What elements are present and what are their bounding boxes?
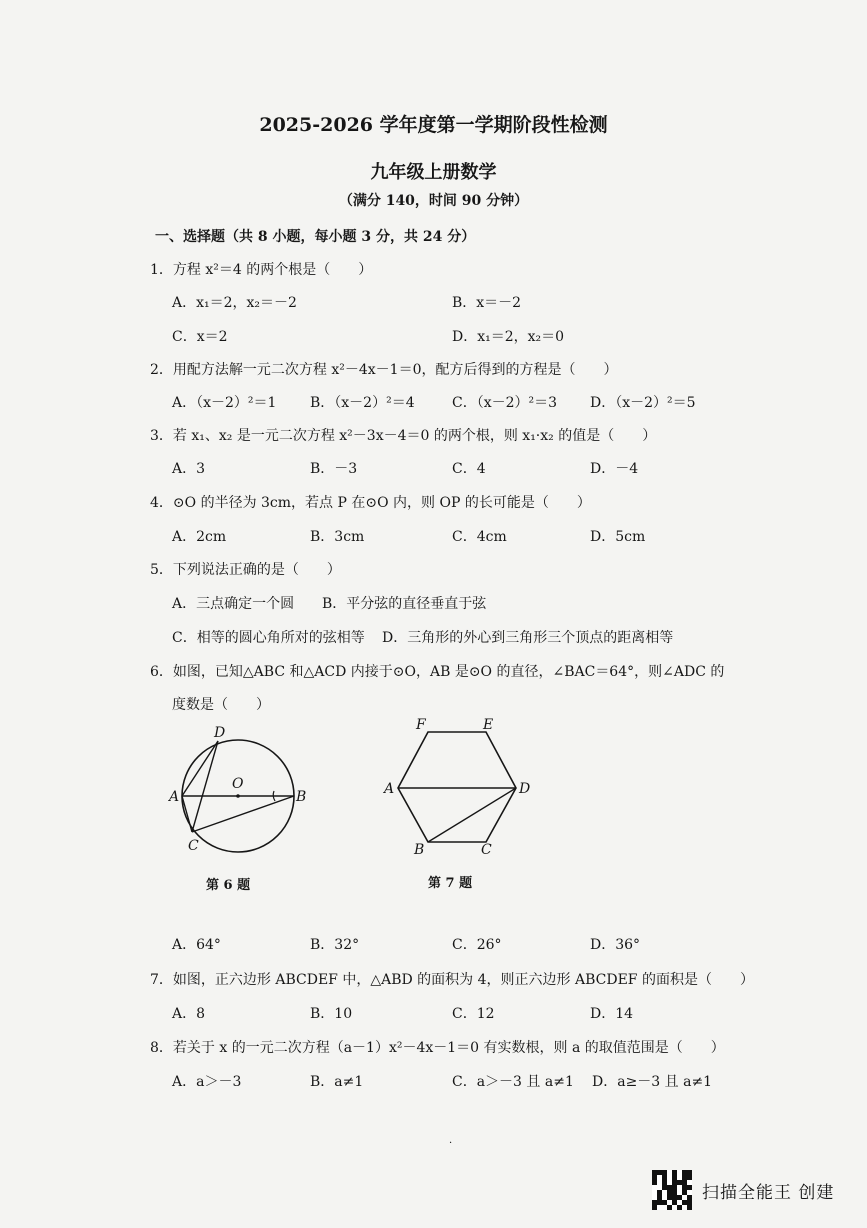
fig6-center-point xyxy=(236,794,240,798)
question-3: 3．若 x₁、x₂ 是一元二次方程 x²－3x－4＝0 的两个根，则 x₁·x₂ 的值是（ ） xyxy=(150,428,657,444)
figure-7-hexagon xyxy=(382,712,534,860)
q6-option-b: B．32° xyxy=(310,937,360,953)
fig6-chord-cb xyxy=(192,796,294,832)
figure-6-circle xyxy=(168,720,308,860)
section-heading: 一、选择题（共 8 小题，每小题 3 分，共 24 分） xyxy=(155,229,476,245)
scanner-watermark xyxy=(652,1170,834,1210)
q5-option-b: B．平分弦的直径垂直于弦 xyxy=(322,596,487,612)
q2-option-b: B．（x－2）²＝4 xyxy=(310,395,415,411)
q3-option-b: B．－3 xyxy=(310,461,358,477)
q3-option-d: D．－4 xyxy=(590,461,639,477)
q1-option-d: D．x₁＝2，x₂＝0 xyxy=(452,329,565,345)
fig6-chord-ad xyxy=(182,741,218,796)
fig7-label-d: D xyxy=(519,781,531,797)
q1-option-a: A．x₁＝2，x₂＝－2 xyxy=(172,295,297,311)
fig6-label-b: B xyxy=(296,789,307,805)
q3-option-c: C．4 xyxy=(452,461,486,477)
q6-option-d: D．36° xyxy=(590,937,641,953)
fig7-label-f: F xyxy=(416,717,426,733)
score-time-note: （满分 140，时间 90 分钟） xyxy=(338,193,529,209)
figure-7-caption: 第 7 题 xyxy=(428,876,473,891)
page-subtitle: 九年级上册数学 xyxy=(370,162,497,183)
qr-code-icon xyxy=(652,1170,692,1210)
q5-option-a: A．三点确定一个圆 xyxy=(172,596,295,612)
q5-option-d: D．三角形的外心到三角形三个顶点的距离相等 xyxy=(382,630,674,646)
fig6-label-o: O xyxy=(232,776,244,792)
q2-option-c: C．（x－2）²＝3 xyxy=(452,395,558,411)
q4-option-a: A．2cm xyxy=(172,529,227,545)
page-title: 2025-2026 学年度第一学期阶段性检测 xyxy=(259,114,608,136)
q4-option-b: B．3cm xyxy=(310,529,365,545)
fig7-label-b: B xyxy=(414,842,425,858)
q2-option-a: A．（x－2）²＝1 xyxy=(172,395,277,411)
question-7: 7．如图，正六边形 ABCDEF 中，△ABD 的面积为 4，则正六边形 ABCDEF 的面积是（ ） xyxy=(150,972,754,988)
q6-option-c: C．26° xyxy=(452,937,502,953)
fig6-label-d: D xyxy=(214,725,226,741)
scan-dot: · xyxy=(449,1138,453,1149)
fig6-label-c: C xyxy=(188,838,199,854)
q7-option-a: A．8 xyxy=(172,1006,206,1022)
q8-option-a: A．a＞－3 xyxy=(172,1074,242,1090)
question-1: 1．方程 x²＝4 的两个根是（ ） xyxy=(150,262,373,278)
q7-option-b: B．10 xyxy=(310,1006,353,1022)
fig6-chord-dc xyxy=(192,741,218,832)
fig6-label-a: A xyxy=(169,789,180,805)
question-2: 2．用配方法解一元二次方程 x²－4x－1＝0，配方后得到的方程是（ ） xyxy=(150,362,618,378)
q7-option-c: C．12 xyxy=(452,1006,495,1022)
q2-option-d: D．（x－2）²＝5 xyxy=(590,395,696,411)
fig6-chord-ac xyxy=(182,796,192,832)
fig7-label-c: C xyxy=(481,842,492,858)
question-8: 8．若关于 x 的一元二次方程（a－1）x²－4x－1＝0 有实数根，则 a 的取值范围是（ ） xyxy=(150,1040,725,1056)
fig7-diagonal-bd xyxy=(428,788,516,842)
q8-option-d: D．a≥－3 且 a≠1 xyxy=(592,1074,713,1090)
q6-option-a: A．64° xyxy=(172,937,221,953)
question-4: 4．⊙O 的半径为 3cm，若点 P 在⊙O 内，则 OP 的长可能是（ ） xyxy=(150,495,591,511)
fig7-label-a: A xyxy=(384,781,395,797)
q5-option-c: C．相等的圆心角所对的弦相等 xyxy=(172,630,365,646)
fig7-hexagon xyxy=(398,732,516,842)
q3-option-a: A．3 xyxy=(172,461,206,477)
fig7-label-e: E xyxy=(483,717,494,733)
watermark-text: 扫描全能王 创建 xyxy=(702,1182,835,1203)
q1-option-c: C．x＝2 xyxy=(172,329,228,345)
q8-option-b: B．a≠1 xyxy=(310,1074,364,1090)
q1-option-b: B．x＝－2 xyxy=(452,295,522,311)
q4-option-d: D．5cm xyxy=(590,529,646,545)
q8-option-c: C．a＞－3 且 a≠1 xyxy=(452,1074,574,1090)
figure-6-caption: 第 6 题 xyxy=(206,878,251,893)
q4-option-c: C．4cm xyxy=(452,529,507,545)
q7-option-d: D．14 xyxy=(590,1006,634,1022)
question-6-cont: 度数是（ ） xyxy=(172,697,270,713)
question-5: 5．下列说法正确的是（ ） xyxy=(150,562,341,578)
question-6: 6．如图，已知△ABC 和△ACD 内接于⊙O，AB 是⊙O 的直径，∠BAC＝64°，则∠ADC 的 xyxy=(150,664,725,680)
